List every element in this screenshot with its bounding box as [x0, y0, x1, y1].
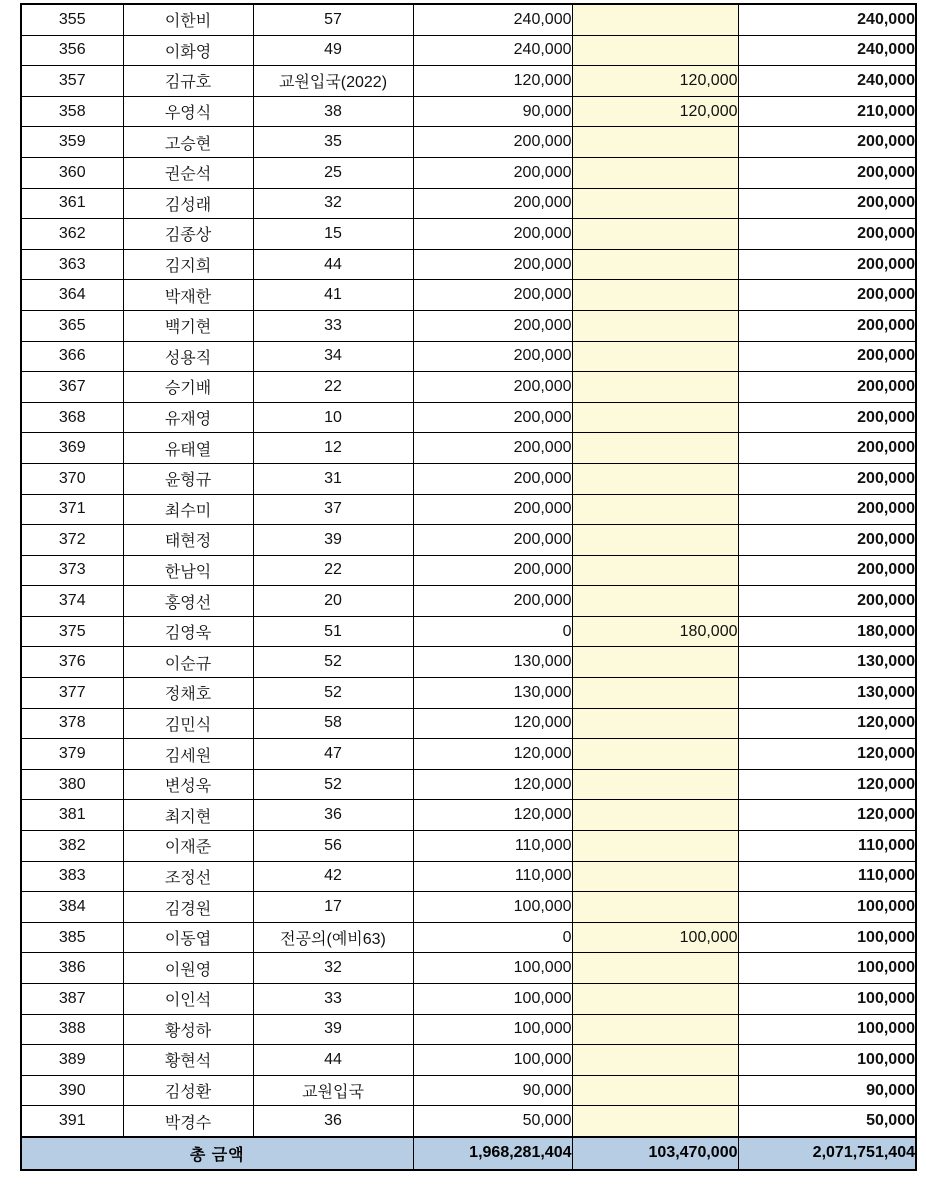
- paid-amount: 130,000: [413, 678, 572, 709]
- member-info: 39: [253, 525, 413, 556]
- extra-amount: [572, 463, 738, 494]
- total-amount: 200,000: [738, 219, 916, 250]
- total-amount: 200,000: [738, 157, 916, 188]
- extra-amount: [572, 555, 738, 586]
- paid-amount: 110,000: [413, 831, 572, 862]
- extra-amount: [572, 678, 738, 709]
- member-info: 25: [253, 157, 413, 188]
- row-number: 366: [21, 341, 123, 372]
- row-number: 368: [21, 402, 123, 433]
- member-name: 권순석: [123, 157, 253, 188]
- total-amount: 100,000: [738, 953, 916, 984]
- member-name: 변성욱: [123, 769, 253, 800]
- member-name: 김영욱: [123, 616, 253, 647]
- extra-amount: [572, 157, 738, 188]
- member-info: 교원입국: [253, 1075, 413, 1106]
- table-row: [21, 769, 916, 800]
- total-amount: 200,000: [738, 249, 916, 280]
- member-name: 이화영: [123, 35, 253, 66]
- table-row: [21, 1045, 916, 1076]
- table-row: [21, 66, 916, 97]
- paid-amount: 120,000: [413, 66, 572, 97]
- member-info: 17: [253, 892, 413, 923]
- extra-amount: [572, 1106, 738, 1137]
- extra-amount: [572, 953, 738, 984]
- member-name: 김지희: [123, 249, 253, 280]
- extra-amount: [572, 372, 738, 403]
- extra-amount: [572, 219, 738, 250]
- row-number: 367: [21, 372, 123, 403]
- total-amount: 120,000: [738, 708, 916, 739]
- paid-amount: 100,000: [413, 984, 572, 1015]
- total-amount: 200,000: [738, 280, 916, 311]
- row-number: 364: [21, 280, 123, 311]
- member-name: 고승현: [123, 127, 253, 158]
- row-number: 381: [21, 800, 123, 831]
- paid-amount: 200,000: [413, 310, 572, 341]
- member-name: 태현정: [123, 525, 253, 556]
- row-number: 386: [21, 953, 123, 984]
- extra-amount: 120,000: [572, 96, 738, 127]
- member-info: 44: [253, 1045, 413, 1076]
- member-name: 한남익: [123, 555, 253, 586]
- extra-amount: [572, 280, 738, 311]
- member-name: 박경수: [123, 1106, 253, 1137]
- member-name: 황현석: [123, 1045, 253, 1076]
- member-name: 최수미: [123, 494, 253, 525]
- total-amount: 180,000: [738, 616, 916, 647]
- total-amount-extra: 103,470,000: [572, 1137, 738, 1170]
- total-amount: 120,000: [738, 800, 916, 831]
- table-row: [21, 372, 916, 403]
- member-info: 47: [253, 739, 413, 770]
- table-row: [21, 96, 916, 127]
- extra-amount: 120,000: [572, 66, 738, 97]
- row-number: 360: [21, 157, 123, 188]
- extra-amount: 100,000: [572, 922, 738, 953]
- total-amount: 120,000: [738, 769, 916, 800]
- extra-amount: [572, 1075, 738, 1106]
- member-name: 최지현: [123, 800, 253, 831]
- total-amount: 200,000: [738, 127, 916, 158]
- row-number: 390: [21, 1075, 123, 1106]
- member-name: 홍영선: [123, 586, 253, 617]
- paid-amount: 200,000: [413, 249, 572, 280]
- row-number: 384: [21, 892, 123, 923]
- member-name: 조정선: [123, 861, 253, 892]
- row-number: 378: [21, 708, 123, 739]
- table-row: [21, 1106, 916, 1137]
- total-amount: 200,000: [738, 586, 916, 617]
- row-number: 370: [21, 463, 123, 494]
- table-row: [21, 127, 916, 158]
- member-name: 유재영: [123, 402, 253, 433]
- paid-amount: 120,000: [413, 769, 572, 800]
- extra-amount: [572, 586, 738, 617]
- member-name: 김성래: [123, 188, 253, 219]
- total-amount: 110,000: [738, 831, 916, 862]
- total-amount: 200,000: [738, 525, 916, 556]
- row-number: 356: [21, 35, 123, 66]
- total-amount: 200,000: [738, 463, 916, 494]
- table-row: [21, 616, 916, 647]
- extra-amount: [572, 984, 738, 1015]
- table-row: [21, 402, 916, 433]
- extra-amount: 180,000: [572, 616, 738, 647]
- extra-amount: [572, 1014, 738, 1045]
- table-row: [21, 678, 916, 709]
- row-number: 389: [21, 1045, 123, 1076]
- table-row: [21, 586, 916, 617]
- paid-amount: 90,000: [413, 1075, 572, 1106]
- total-amount: 240,000: [738, 66, 916, 97]
- row-number: 362: [21, 219, 123, 250]
- row-number: 358: [21, 96, 123, 127]
- paid-amount: 200,000: [413, 372, 572, 403]
- extra-amount: [572, 4, 738, 35]
- table-row: [21, 892, 916, 923]
- paid-amount: 120,000: [413, 708, 572, 739]
- row-number: 373: [21, 555, 123, 586]
- member-info: 22: [253, 372, 413, 403]
- total-amount: 120,000: [738, 739, 916, 770]
- extra-amount: [572, 249, 738, 280]
- member-info: 12: [253, 433, 413, 464]
- member-name: 정채호: [123, 678, 253, 709]
- paid-amount: 200,000: [413, 494, 572, 525]
- table-row: [21, 463, 916, 494]
- member-name: 이인석: [123, 984, 253, 1015]
- paid-amount: 200,000: [413, 157, 572, 188]
- extra-amount: [572, 525, 738, 556]
- member-info: 56: [253, 831, 413, 862]
- extra-amount: [572, 494, 738, 525]
- table-row: [21, 1014, 916, 1045]
- member-name: 박재한: [123, 280, 253, 311]
- total-amount: 200,000: [738, 310, 916, 341]
- paid-amount: 120,000: [413, 800, 572, 831]
- extra-amount: [572, 1045, 738, 1076]
- paid-amount: 200,000: [413, 433, 572, 464]
- paid-amount: 200,000: [413, 586, 572, 617]
- member-name: 황성하: [123, 1014, 253, 1045]
- row-number: 369: [21, 433, 123, 464]
- row-number: 383: [21, 861, 123, 892]
- table-row: [21, 525, 916, 556]
- table-row: [21, 953, 916, 984]
- table-row: [21, 249, 916, 280]
- member-dues-table: [20, 3, 917, 1171]
- row-number: 380: [21, 769, 123, 800]
- total-amount-sum: 2,071,751,404: [738, 1137, 916, 1170]
- total-amount: 130,000: [738, 647, 916, 678]
- total-amount: 200,000: [738, 341, 916, 372]
- table-row: [21, 433, 916, 464]
- extra-amount: [572, 188, 738, 219]
- table-row: [21, 188, 916, 219]
- member-info: 52: [253, 769, 413, 800]
- member-info: 58: [253, 708, 413, 739]
- table-row: [21, 494, 916, 525]
- paid-amount: 200,000: [413, 525, 572, 556]
- paid-amount: 240,000: [413, 35, 572, 66]
- paid-amount: 90,000: [413, 96, 572, 127]
- total-amount: 200,000: [738, 555, 916, 586]
- total-amount: 200,000: [738, 188, 916, 219]
- member-name: 우영식: [123, 96, 253, 127]
- total-amount: 100,000: [738, 892, 916, 923]
- paid-amount: 200,000: [413, 127, 572, 158]
- total-amount: 200,000: [738, 402, 916, 433]
- total-amount: 200,000: [738, 494, 916, 525]
- member-info: 33: [253, 984, 413, 1015]
- member-info: 35: [253, 127, 413, 158]
- paid-amount: 200,000: [413, 555, 572, 586]
- row-number: 375: [21, 616, 123, 647]
- table-row: [21, 1075, 916, 1106]
- table-row: [21, 341, 916, 372]
- table-row: [21, 647, 916, 678]
- extra-amount: [572, 127, 738, 158]
- member-name: 김민식: [123, 708, 253, 739]
- table-row: [21, 831, 916, 862]
- table-row: [21, 861, 916, 892]
- member-name: 김세원: [123, 739, 253, 770]
- member-info: 44: [253, 249, 413, 280]
- total-amount-paid: 1,968,281,404: [413, 1137, 572, 1170]
- member-info: 36: [253, 800, 413, 831]
- member-info: 36: [253, 1106, 413, 1137]
- row-number: 371: [21, 494, 123, 525]
- paid-amount: 200,000: [413, 219, 572, 250]
- member-info: 38: [253, 96, 413, 127]
- total-amount: 240,000: [738, 4, 916, 35]
- member-info: 37: [253, 494, 413, 525]
- table-row: [21, 4, 916, 35]
- extra-amount: [572, 433, 738, 464]
- total-amount: 200,000: [738, 433, 916, 464]
- total-amount: 240,000: [738, 35, 916, 66]
- member-info: 10: [253, 402, 413, 433]
- total-amount: 130,000: [738, 678, 916, 709]
- member-name: 이동엽: [123, 922, 253, 953]
- paid-amount: 100,000: [413, 892, 572, 923]
- paid-amount: 0: [413, 616, 572, 647]
- member-info: 20: [253, 586, 413, 617]
- extra-amount: [572, 739, 738, 770]
- paid-amount: 120,000: [413, 739, 572, 770]
- row-number: 376: [21, 647, 123, 678]
- extra-amount: [572, 647, 738, 678]
- member-info: 52: [253, 678, 413, 709]
- paid-amount: 200,000: [413, 280, 572, 311]
- member-name: 유태열: [123, 433, 253, 464]
- total-amount: 50,000: [738, 1106, 916, 1137]
- row-number: 387: [21, 984, 123, 1015]
- member-info: 42: [253, 861, 413, 892]
- extra-amount: [572, 341, 738, 372]
- table-row: [21, 157, 916, 188]
- member-name: 백기현: [123, 310, 253, 341]
- total-label: 총 금액: [21, 1137, 413, 1170]
- member-name: 성용직: [123, 341, 253, 372]
- spreadsheet-sheet: [20, 3, 917, 1171]
- member-info: 22: [253, 555, 413, 586]
- member-name: 이원영: [123, 953, 253, 984]
- paid-amount: 0: [413, 922, 572, 953]
- row-number: 359: [21, 127, 123, 158]
- extra-amount: [572, 892, 738, 923]
- member-name: 김성환: [123, 1075, 253, 1106]
- member-name: 김규호: [123, 66, 253, 97]
- paid-amount: 130,000: [413, 647, 572, 678]
- total-amount: 200,000: [738, 372, 916, 403]
- extra-amount: [572, 35, 738, 66]
- total-amount: 100,000: [738, 984, 916, 1015]
- total-amount: 100,000: [738, 1045, 916, 1076]
- table-row: [21, 555, 916, 586]
- table-row: [21, 708, 916, 739]
- table-row: [21, 35, 916, 66]
- extra-amount: [572, 831, 738, 862]
- paid-amount: 100,000: [413, 1014, 572, 1045]
- extra-amount: [572, 769, 738, 800]
- table-row: [21, 984, 916, 1015]
- table-row: [21, 219, 916, 250]
- paid-amount: 200,000: [413, 463, 572, 494]
- member-info: 33: [253, 310, 413, 341]
- row-number: 382: [21, 831, 123, 862]
- total-row: [21, 1137, 916, 1170]
- member-info: 51: [253, 616, 413, 647]
- total-amount: 210,000: [738, 96, 916, 127]
- paid-amount: 240,000: [413, 4, 572, 35]
- member-name: 승기배: [123, 372, 253, 403]
- total-amount: 110,000: [738, 861, 916, 892]
- total-amount: 90,000: [738, 1075, 916, 1106]
- member-info: 32: [253, 953, 413, 984]
- member-info: 32: [253, 188, 413, 219]
- row-number: 357: [21, 66, 123, 97]
- extra-amount: [572, 402, 738, 433]
- table-row: [21, 310, 916, 341]
- row-number: 377: [21, 678, 123, 709]
- member-name: 이순규: [123, 647, 253, 678]
- table-row: [21, 739, 916, 770]
- row-number: 355: [21, 4, 123, 35]
- paid-amount: 200,000: [413, 341, 572, 372]
- row-number: 388: [21, 1014, 123, 1045]
- extra-amount: [572, 310, 738, 341]
- table-row: [21, 922, 916, 953]
- member-info: 41: [253, 280, 413, 311]
- member-info: 39: [253, 1014, 413, 1045]
- table-row: [21, 800, 916, 831]
- member-info: 57: [253, 4, 413, 35]
- extra-amount: [572, 708, 738, 739]
- member-info: 15: [253, 219, 413, 250]
- row-number: 361: [21, 188, 123, 219]
- table-row: [21, 280, 916, 311]
- row-number: 385: [21, 922, 123, 953]
- paid-amount: 100,000: [413, 953, 572, 984]
- member-info: 49: [253, 35, 413, 66]
- member-info: 34: [253, 341, 413, 372]
- extra-amount: [572, 861, 738, 892]
- member-name: 김경원: [123, 892, 253, 923]
- paid-amount: 110,000: [413, 861, 572, 892]
- paid-amount: 100,000: [413, 1045, 572, 1076]
- member-name: 윤형규: [123, 463, 253, 494]
- member-name: 이한비: [123, 4, 253, 35]
- row-number: 374: [21, 586, 123, 617]
- paid-amount: 50,000: [413, 1106, 572, 1137]
- table-body: [21, 4, 916, 1137]
- member-info: 교원입국(2022): [253, 66, 413, 97]
- row-number: 391: [21, 1106, 123, 1137]
- row-number: 372: [21, 525, 123, 556]
- row-number: 379: [21, 739, 123, 770]
- paid-amount: 200,000: [413, 188, 572, 219]
- paid-amount: 200,000: [413, 402, 572, 433]
- member-info: 31: [253, 463, 413, 494]
- extra-amount: [572, 800, 738, 831]
- row-number: 365: [21, 310, 123, 341]
- row-number: 363: [21, 249, 123, 280]
- member-name: 이재준: [123, 831, 253, 862]
- member-info: 전공의(예비63): [253, 922, 413, 953]
- member-name: 김종상: [123, 219, 253, 250]
- total-amount: 100,000: [738, 922, 916, 953]
- total-amount: 100,000: [738, 1014, 916, 1045]
- member-info: 52: [253, 647, 413, 678]
